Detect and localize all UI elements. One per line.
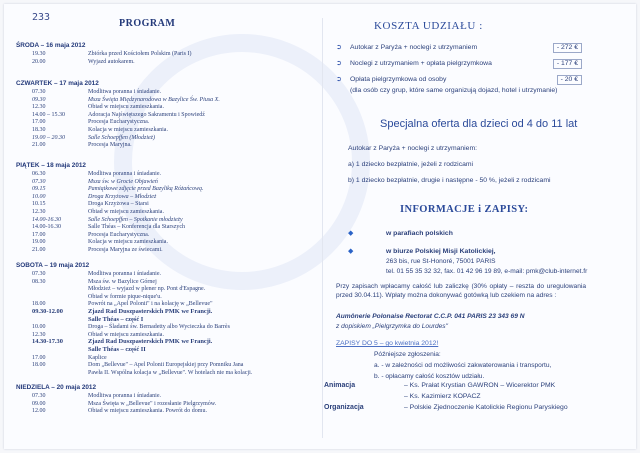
schedule-text: Obiad w miejscu zamieszkania. [88,209,164,215]
schedule-text: Salle Schoepffen (Młodzież) [88,134,155,141]
schedule-text: Obiad w miejscu zamieszkania. [88,331,164,338]
schedule-time: 20.00 [32,58,46,65]
day-heading: ŚRODA – 16 maja 2012 [16,42,86,49]
schedule-row [32,246,304,254]
price-box: - 272 € [553,43,582,53]
handwritten-number: 233 [32,12,51,23]
schedule-row [32,407,304,415]
schedule-time: 14.00-16.30 [32,224,61,231]
schedule-text: Kolacja w miejscu zamieszkania. [88,239,168,246]
person-line: – Ks. Kazimierz KOPACZ [404,393,481,400]
schedule-text: Modlitwa poranna i śniadanie. [88,171,161,177]
person-line: – Polskie Zjednoczenie Katolickie Regionu Paryskiego [404,404,568,411]
schedule-text: Procesja Eucharystyczna. [88,119,150,126]
schedule-text: Zjazd Rad Duszpasterskich PMK we Francji. [88,308,213,315]
arrow-icon: ➲ [336,60,342,67]
info-item-parishes: w parafiach polskich [386,230,453,237]
schedule-time: 10.00 [32,193,46,200]
day-heading: PIĄTEK – 18 maja 2012 [16,162,86,169]
schedule-text: Procesja Maryjna ze świecami. [88,247,163,253]
day-heading: CZWARTEK – 17 maja 2012 [16,80,99,87]
schedule-text: Salle Théas – część I [88,315,144,323]
schedule-time: 19.30 [32,51,46,57]
info-column [324,4,630,449]
schedule-time: 18.00 [32,362,46,369]
schedule-time: 18.30 [32,127,46,133]
special-line: Autokar z Paryża + noclegi z utrzymaniem: [348,145,478,152]
schedule-text: Procesja Maryjna. [88,142,132,149]
schedule-time: 21.00 [32,247,46,253]
schedule-text: Dom „Bellevue" – Apel Polonii Europejskiej przy Pomniku Jana [88,362,244,369]
cost-item: ➲ Autokar z Paryża + noclegi z utrzymaniem - 272 € [334,43,582,53]
schedule-time: 09.30-12.00 [32,308,63,315]
schedule-time: 21.00 [32,142,46,149]
schedule-text: Obiad w formie pique-nique'u. [88,293,162,300]
schedule-row [32,141,304,149]
costs-title: KOSZTA UDZIAŁU : [374,20,483,32]
price-box: - 20 € [557,75,582,85]
role-label: Animacja [324,382,356,389]
schedule-time: 17.00 [32,119,46,126]
schedule-time: 17.00 [32,354,46,361]
schedule-text: Zbiórka przed Kościołem Polskim (Paris I) [88,51,192,57]
schedule-text: Pamiątkowe zdjęcie przed Bazyliką Różańcową. [88,186,204,193]
schedule-text: Zjazd Rad Duszpasterskich PMK we Francji. [88,338,213,346]
schedule-time: 10.00 [32,324,46,331]
arrow-icon: ➲ [336,76,342,83]
schedule-time: 12.00 [32,408,46,415]
schedule-text: Kaplice [88,354,107,361]
column-divider [322,18,323,438]
role-label: Organizacja [324,404,364,411]
schedule-time: 07.30 [32,89,46,95]
schedule-text: Droga Krzyżowa – Młodzież [88,193,157,200]
schedule-text: Msza św. w Bazylice Górnej [88,278,157,285]
schedule-text: Kolacja w miejscu zamieszkania. [88,127,168,133]
schedule-text: Modlitwa poranna i śniadanie. [88,89,161,95]
schedule-text: Modlitwa poranna i śniadanie. [88,393,161,399]
schedule-text: Wyjazd autokarem. [88,58,135,65]
payment-note: z dopiskiem „Pielgrzymka do Lourdes" [336,323,448,330]
schedule-time: 09.00 [32,400,46,407]
arrow-icon: ➲ [336,44,342,51]
schedule-time: 12.30 [32,209,46,215]
schedule-time: 18.00 [32,301,46,308]
schedule-text: Droga Krzyżowa – Starsi [88,201,149,208]
schedule-text: Modlitwa poranna i śniadanie. [88,271,161,277]
schedule-text: Pawła II. Wspólna kolacja w „Bellevue". W hotelach nie ma kolacji. [88,369,253,376]
diamond-icon: ◆ [348,247,354,255]
late-line: Późniejsze zgłoszenia: [374,351,441,358]
info-title: INFORMACJE i ZAPISY: [400,204,529,215]
schedule-time: 07.30 [32,178,46,185]
schedule-text: Adoracja Najświętszego Sakramentu i Spowiedź [88,111,205,118]
late-line: b. - opłacamy całość kosztów udziału. [374,373,485,380]
schedule-text: Obiad w miejscu zamieszkania. [88,104,164,111]
registration-deadline: ZAPISY DO 5 – go kwietnia 2012! [336,340,439,347]
cost-item: ➲ Opłata pielgrzymkowa od osoby - 20 € [334,75,582,85]
schedule-time: 19.00 – 20.30 [32,134,65,141]
schedule-text: Salle Schoepffen – Spotkanie młodzieży [88,216,183,223]
payment-info: Przy zapisach wpłacamy całość lub zaliczkę (30% opłaty – reszta do uregulowania przed 30.04.11). Wpłaty można dokonywać gotówką lub czekiem na adres : [336,283,586,299]
special-line: a) 1 dziecko bezpłatnie, jeżeli z rodzicami [348,161,474,168]
schedule-time: 19.00 [32,239,46,246]
special-line: b) 1 dziecko bezpłatnie, drugie i następne - 50 %, jeżeli z rodzicami [348,177,551,184]
flyer-sheet [4,4,636,449]
schedule-time: 12.30 [32,104,46,111]
late-line: a. - w zależności od możliwości zakwaterowania i transportu, [374,362,552,369]
costs-note: (dla osób czy grup, które same organizują dojazd, hotel i utrzymanie) [350,87,558,94]
schedule-text: Msza Święta Międzynarodowa w Bazylice Św. Piusa X. [88,96,220,103]
day-heading: SOBOTA – 19 maja 2012 [16,262,90,269]
schedule-text: Msza św. w Grocie Objawień [88,178,158,185]
person-line: – Ks. Prałat Krystian GAWRON – Wicerektor PMK [404,382,556,389]
schedule-time: 14.00 – 15.30 [32,111,65,118]
schedule-time: 06.30 [32,171,46,177]
diamond-icon: ◆ [348,229,354,237]
schedule-time: 17.00 [32,231,46,238]
program-title: PROGRAM [119,18,176,29]
schedule-text: Młodzież – wyjazd w plener np. Pont d'Espagne. [88,286,206,293]
price-box: - 177 € [553,59,582,69]
schedule-text: Obiad w miejscu zamieszkania. Powrót do domu. [88,408,207,415]
schedule-time: 07.30 [32,271,46,277]
schedule-time: 14.30-17.30 [32,338,63,346]
schedule-time: 12.30 [32,331,46,338]
schedule-time: 14.00-16.30 [32,216,61,223]
schedule-text: Powrót na „Apel Polonii" i na kolację w „Bellevue" [88,301,213,308]
day-heading: NIEDZIELA – 20 maja 2012 [16,384,97,391]
schedule-row [32,58,304,66]
schedule-time: 07.30 [32,393,46,399]
schedule-text: Salle Théas – część II [88,346,146,353]
schedule-time: 10.15 [32,201,46,208]
cost-item: ➲ Noclegi z utrzymaniem + opłata pielgrzymkowa - 177 € [334,59,582,69]
schedule-text: Procesja Eucharystyczna. [88,231,150,238]
special-offer-title: Specjalna oferta dla dzieci od 4 do 11 lat [380,118,578,130]
schedule-time: 09.30 [32,96,46,103]
schedule-time: 09.15 [32,186,46,193]
office-contact: tel. 01 55 35 32 32, fax. 01 42 96 19 89, e-mail: pmk@club-internet.fr [386,268,588,275]
schedule-text: Droga – Śladami św. Bernadetty albo Wycieczka do Barrès [88,324,230,331]
schedule-text: Msza Święta w „Bellevue" i rozesłanie Pielgrzymów. [88,400,217,407]
payment-account: Aumônerie Polonaise Rectorat C.C.P. 041 PARIS 23 343 69 N [336,313,525,320]
info-item-office: w biurze Polskiej Misji Katolickiej, [386,248,496,255]
schedule-time: 08.30 [32,278,46,285]
schedule-row [32,369,304,377]
schedule-text: Salle Théas – Konferencja dla Starszych [88,224,186,231]
office-address: 263 bis, rue St-Honoré, 75001 PARIS [386,258,496,265]
